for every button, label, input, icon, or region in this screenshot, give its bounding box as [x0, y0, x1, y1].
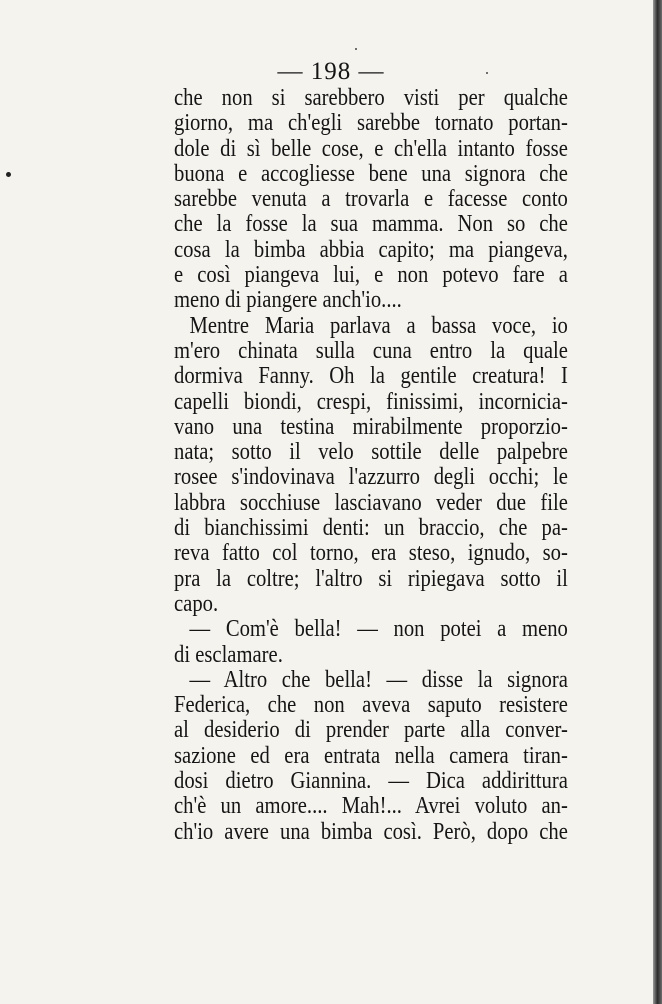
text-line: ch'è un amore.... Mah!... Avrei voluto an-	[174, 793, 568, 820]
text-line: buona e accogliesse bene una signora che	[174, 160, 568, 187]
page-number: — 198 —	[277, 58, 385, 85]
ink-dot	[6, 172, 11, 177]
text-line: capo.	[174, 590, 219, 617]
text-line: — Com'è bella! — non potei a meno	[189, 616, 568, 643]
ink-speck	[486, 72, 488, 74]
text-line: meno di piangere anch'io....	[174, 287, 402, 314]
text-line: pra la coltre; l'altro si ripiegava sotto il	[174, 565, 568, 592]
text-line: nata; sotto il velo sottile delle palpebre	[174, 439, 568, 466]
text-line: sarebbe venuta a trovarla e facesse conto	[174, 186, 568, 213]
text-line: Federica, che non aveva saputo resistere	[174, 692, 568, 719]
text-line: Mentre Maria parlava a bassa voce, io	[189, 312, 568, 339]
text-line: sazione ed era entrata nella camera tiran-	[174, 742, 568, 769]
body-text	[174, 86, 568, 845]
text-line: al desiderio di prender parte alla conver-	[174, 717, 568, 744]
text-line: — Altro che bella! — disse la signora	[189, 666, 568, 693]
page-edge-shadow	[653, 0, 662, 1004]
text-line: reva fatto col torno, era steso, ignudo, so-	[174, 540, 568, 567]
text-line: cosa la bimba abbia capito; ma piangeva,	[174, 236, 568, 263]
text-line: giorno, ma ch'egli sarebbe tornato portan-	[174, 110, 568, 137]
text-line: labbra socchiuse lasciavano veder due file	[174, 489, 568, 516]
text-line: di bianchissimi denti: un braccio, che pa-	[174, 515, 568, 542]
text-line: ch'io avere una bimba così. Però, dopo che	[174, 818, 568, 845]
text-line: dole di sì belle cose, e ch'ella intanto fosse	[174, 135, 568, 162]
text-line: e così piangeva lui, e non potevo fare a	[174, 262, 568, 289]
text-line: capelli biondi, crespi, finissimi, incornicia-	[174, 388, 568, 415]
ink-speck	[355, 48, 357, 50]
text-line: che la fosse la sua mamma. Non so che	[174, 211, 568, 238]
text-line: m'ero chinata sulla cuna entro la quale	[174, 337, 568, 364]
text-line: vano una testina mirabilmente proporzio-	[174, 413, 568, 440]
text-line: di esclamare.	[174, 641, 283, 668]
text-line: dormiva Fanny. Oh la gentile creatura! I	[174, 363, 568, 390]
text-line: dosi dietro Giannina. — Dica addirittura	[174, 768, 568, 795]
text-line: che non si sarebbero visti per qualche	[174, 85, 568, 111]
text-line: rosee s'indovinava l'azzurro degli occhi; le	[174, 464, 568, 491]
